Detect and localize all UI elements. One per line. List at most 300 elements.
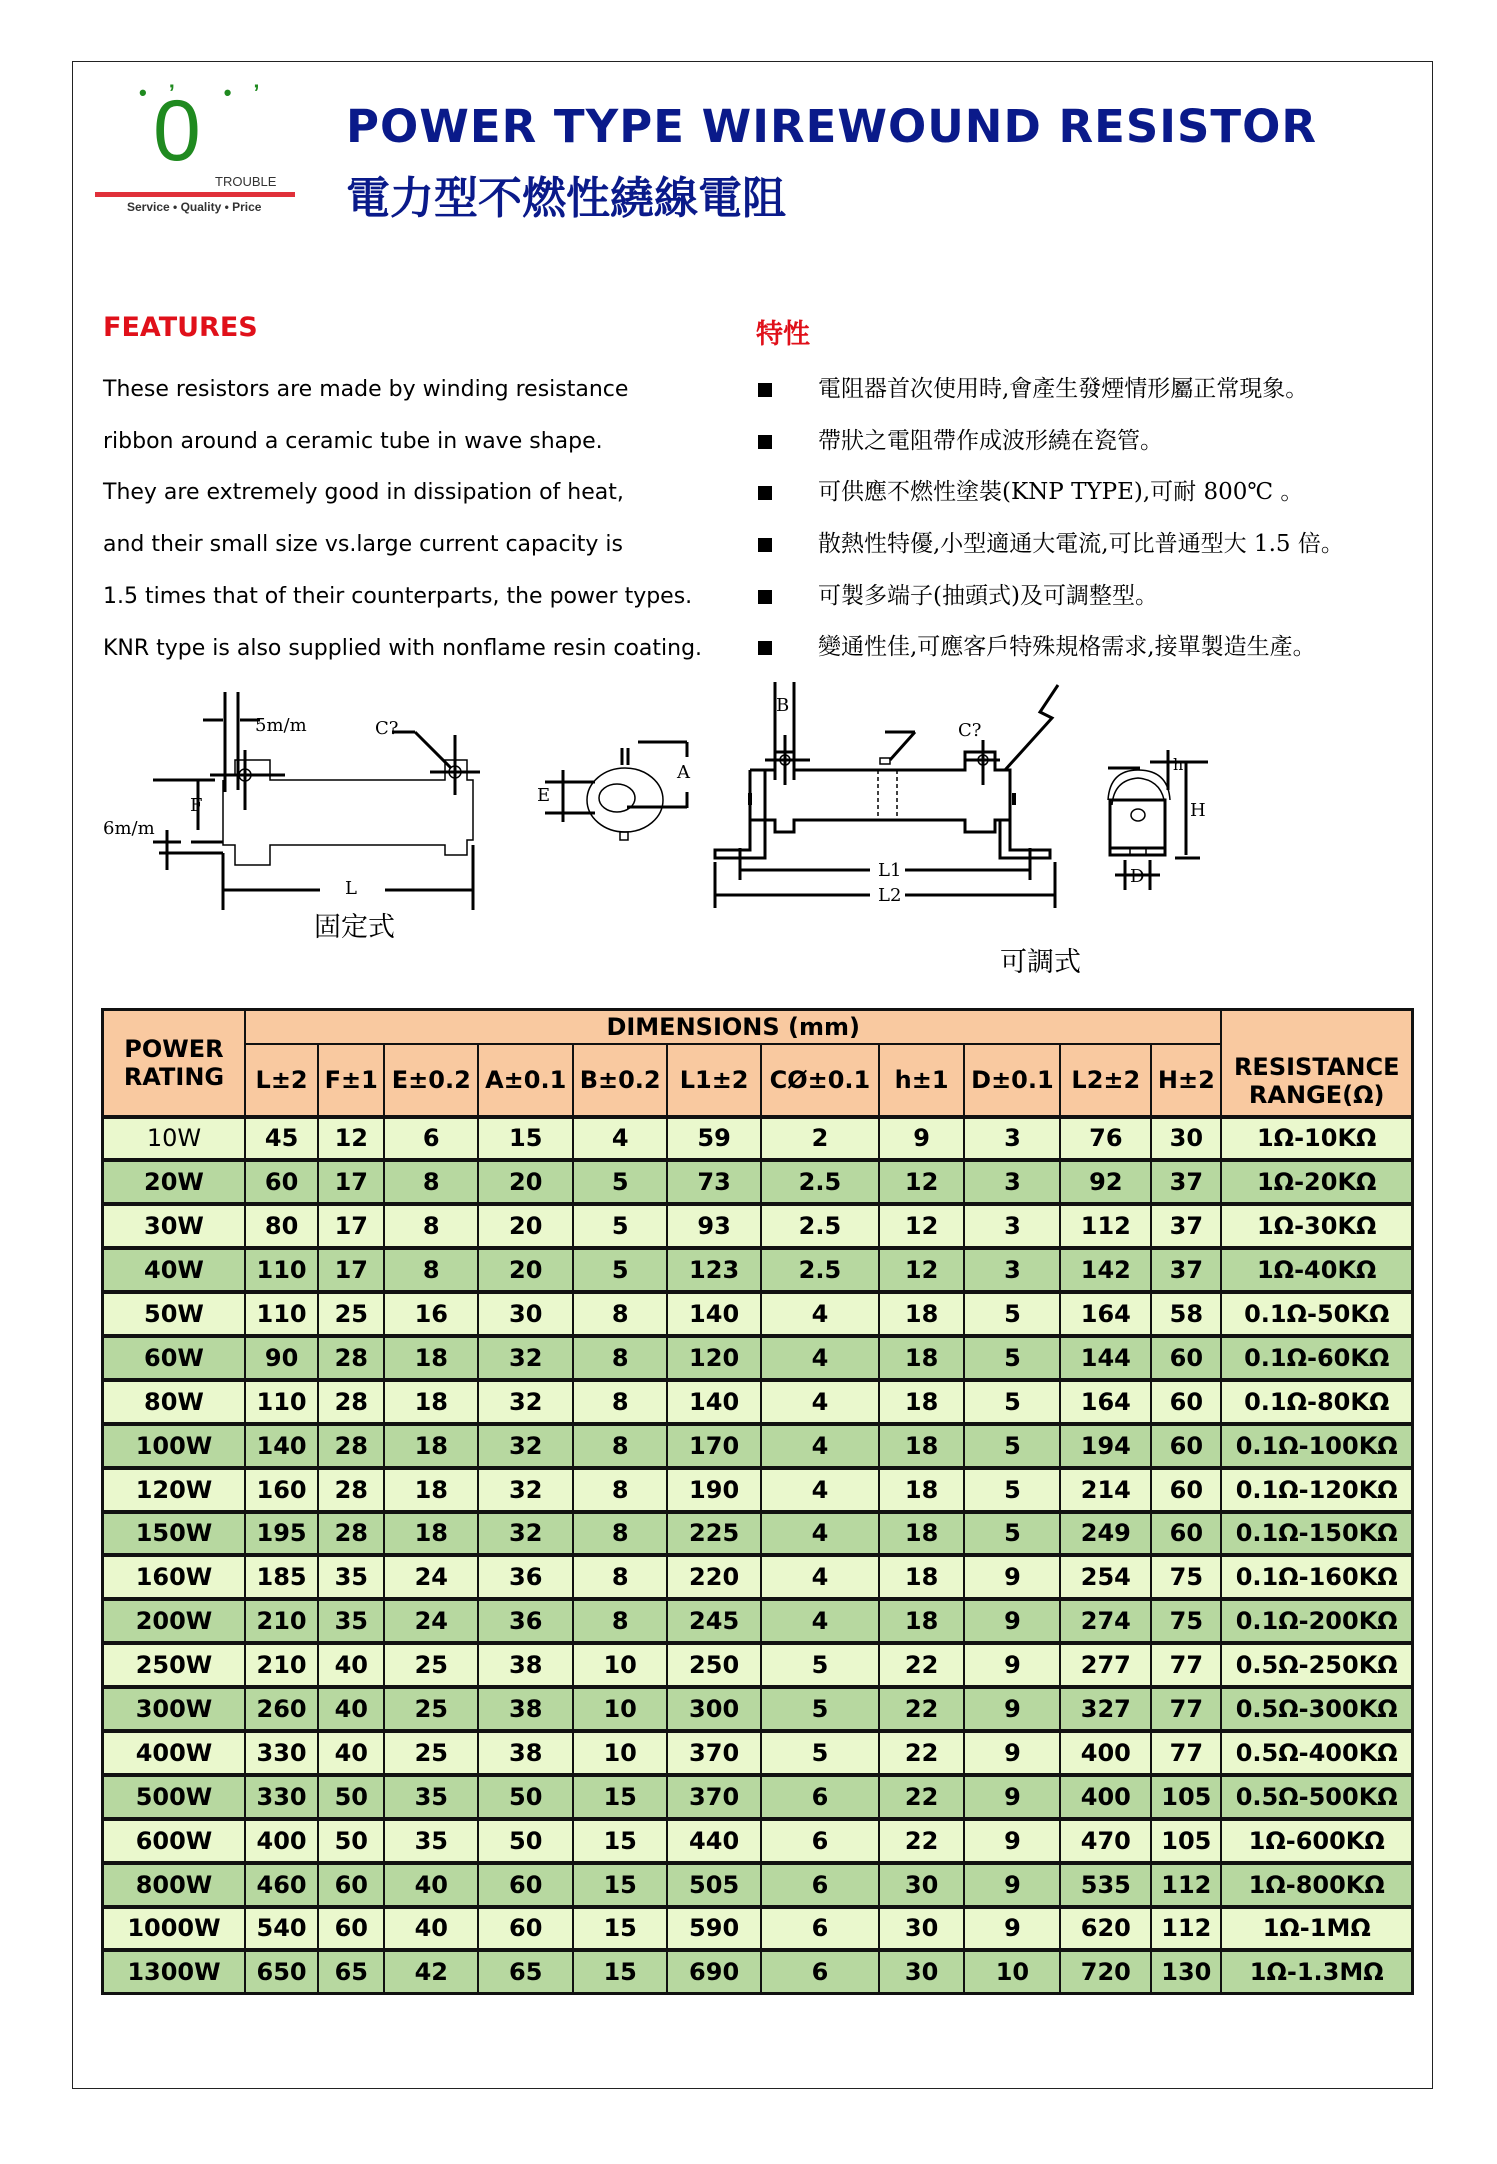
label-f: F <box>190 795 203 816</box>
power-rating-cell: 100W <box>103 1424 245 1468</box>
dimension-cell: 37 <box>1151 1248 1221 1292</box>
logo-mark: 0 <box>153 83 201 179</box>
dimension-cell: 60 <box>1151 1424 1221 1468</box>
dimension-cell: 9 <box>964 1819 1060 1863</box>
dimension-cell: 15 <box>573 1775 667 1819</box>
dimension-cell: 8 <box>384 1160 478 1204</box>
dimension-cell: 18 <box>879 1336 965 1380</box>
dimension-cell: 28 <box>318 1336 384 1380</box>
label-c: C? <box>958 720 982 741</box>
dimension-cell: 28 <box>318 1468 384 1512</box>
label-6mm: 6m/m <box>103 818 155 839</box>
dimension-cell: 17 <box>318 1248 384 1292</box>
dimension-cell: 90 <box>245 1336 318 1380</box>
feature-bullet-item: 電阻器首次使用時,會產生發煙情形屬正常現象。 <box>756 364 1344 416</box>
dimension-cell: 2 <box>761 1117 879 1161</box>
dimension-cell: 300 <box>667 1687 761 1731</box>
features-heading: FEATURES <box>103 312 258 343</box>
dimension-cell: 2.5 <box>761 1204 879 1248</box>
dimension-cell: 18 <box>879 1599 965 1643</box>
dimension-cell: 5 <box>761 1643 879 1687</box>
dimension-cell: 225 <box>667 1512 761 1556</box>
dimension-cell: 370 <box>667 1775 761 1819</box>
dimension-cell: 3 <box>964 1204 1060 1248</box>
dimension-cell: 28 <box>318 1380 384 1424</box>
dimension-cell: 8 <box>384 1204 478 1248</box>
dimension-cell: 2.5 <box>761 1160 879 1204</box>
table-row <box>103 1512 1413 1556</box>
dimension-cell: 22 <box>879 1731 965 1775</box>
dimension-cell: 38 <box>478 1731 573 1775</box>
column-header: D±0.1 <box>964 1044 1060 1117</box>
feature-bullet-item: 散熱性特優,小型適通大電流,可比普通型大 1.5 倍。 <box>756 519 1344 571</box>
square-bullet-icon <box>758 383 772 397</box>
dimension-cell: 8 <box>573 1599 667 1643</box>
dimension-cell: 50 <box>478 1775 573 1819</box>
dimension-cell: 22 <box>879 1819 965 1863</box>
dimension-cell: 4 <box>761 1424 879 1468</box>
feature-bullet-item: 可製多端子(抽頭式)及可調整型。 <box>756 571 1344 623</box>
resistance-range-cell: 1Ω-600KΩ <box>1221 1819 1412 1863</box>
dimension-cell: 30 <box>1151 1117 1221 1161</box>
dimension-cell: 16 <box>384 1292 478 1336</box>
dimension-cell: 73 <box>667 1160 761 1204</box>
feature-line: and their small size vs.large current capacity is <box>103 532 623 558</box>
dimension-cell: 105 <box>1151 1775 1221 1819</box>
dimension-cell: 10 <box>573 1687 667 1731</box>
table-row <box>103 1555 1413 1599</box>
dimension-cell: 130 <box>1151 1950 1221 1993</box>
dimension-cell: 60 <box>318 1863 384 1907</box>
dimension-cell: 254 <box>1060 1555 1151 1599</box>
dimension-cell: 720 <box>1060 1950 1151 1993</box>
resistance-range-cell: 0.1Ω-50KΩ <box>1221 1292 1412 1336</box>
resistance-range-cell: 1Ω-800KΩ <box>1221 1863 1412 1907</box>
dimension-cell: 5 <box>964 1512 1060 1556</box>
resistance-range-header: RESISTANCE RANGE(Ω) <box>1221 1010 1412 1117</box>
dimension-cell: 25 <box>384 1731 478 1775</box>
dimension-cell: 36 <box>478 1555 573 1599</box>
label-c: C? <box>375 718 399 739</box>
dimension-cell: 8 <box>573 1380 667 1424</box>
table-row <box>103 1819 1413 1863</box>
dimension-cell: 3 <box>964 1117 1060 1161</box>
dimension-cell: 12 <box>879 1204 965 1248</box>
dimension-cell: 110 <box>245 1380 318 1424</box>
table-row <box>103 1643 1413 1687</box>
dimension-cell: 24 <box>384 1599 478 1643</box>
resistance-range-cell: 0.5Ω-250KΩ <box>1221 1643 1412 1687</box>
dimension-cell: 8 <box>573 1555 667 1599</box>
dimension-cell: 620 <box>1060 1907 1151 1951</box>
dimension-cell: 164 <box>1060 1380 1151 1424</box>
dimension-cell: 40 <box>384 1907 478 1951</box>
dimension-cell: 38 <box>478 1687 573 1731</box>
power-rating-cell: 120W <box>103 1468 245 1512</box>
dimension-cell: 60 <box>318 1907 384 1951</box>
dimension-cell: 93 <box>667 1204 761 1248</box>
adjustable-type-diagram <box>710 670 1420 920</box>
dimension-cell: 210 <box>245 1599 318 1643</box>
dimension-cell: 9 <box>964 1907 1060 1951</box>
dimension-cell: 142 <box>1060 1248 1151 1292</box>
dimension-cell: 17 <box>318 1160 384 1204</box>
dimension-cell: 535 <box>1060 1863 1151 1907</box>
adjustable-resistor-drawing <box>710 670 1420 920</box>
power-rating-cell: 150W <box>103 1512 245 1556</box>
dimension-cell: 40 <box>318 1687 384 1731</box>
fixed-type-diagram <box>95 680 715 910</box>
dimension-cell: 18 <box>384 1380 478 1424</box>
column-header: B±0.2 <box>573 1044 667 1117</box>
dimension-cell: 220 <box>667 1555 761 1599</box>
dimension-cell: 18 <box>879 1380 965 1424</box>
dimension-cell: 190 <box>667 1468 761 1512</box>
dimension-cell: 77 <box>1151 1643 1221 1687</box>
dimension-cell: 40 <box>318 1643 384 1687</box>
dimension-cell: 60 <box>478 1863 573 1907</box>
dimension-cell: 6 <box>761 1907 879 1951</box>
dimension-cell: 5 <box>573 1160 667 1204</box>
dimension-cell: 6 <box>761 1863 879 1907</box>
label-h-small: h <box>1173 755 1184 774</box>
dimension-cell: 6 <box>761 1775 879 1819</box>
dimension-cell: 260 <box>245 1687 318 1731</box>
resistance-range-cell: 0.1Ω-80KΩ <box>1221 1380 1412 1424</box>
dimension-cell: 540 <box>245 1907 318 1951</box>
dimension-cell: 6 <box>761 1819 879 1863</box>
resistance-range-cell: 0.1Ω-200KΩ <box>1221 1599 1412 1643</box>
dimension-cell: 59 <box>667 1117 761 1161</box>
dimension-cell: 370 <box>667 1731 761 1775</box>
dimension-cell: 8 <box>573 1336 667 1380</box>
dimension-cell: 5 <box>761 1687 879 1731</box>
dimension-cell: 4 <box>761 1336 879 1380</box>
dimension-cell: 35 <box>384 1775 478 1819</box>
power-rating-cell: 60W <box>103 1336 245 1380</box>
label-e: E <box>537 785 551 806</box>
dimension-cell: 58 <box>1151 1292 1221 1336</box>
resistance-range-cell: 1Ω-10KΩ <box>1221 1117 1412 1161</box>
table-row <box>103 1292 1413 1336</box>
dimension-cell: 5 <box>573 1248 667 1292</box>
label-5mm: 5m/m <box>255 715 307 736</box>
column-header: L2±2 <box>1060 1044 1151 1117</box>
table-row <box>103 1863 1413 1907</box>
dimension-cell: 170 <box>667 1424 761 1468</box>
label-h-big: H <box>1190 800 1206 821</box>
dimension-cell: 123 <box>667 1248 761 1292</box>
dimension-cell: 3 <box>964 1248 1060 1292</box>
dimension-cell: 5 <box>964 1292 1060 1336</box>
dimension-cell: 460 <box>245 1863 318 1907</box>
power-rating-cell: 250W <box>103 1643 245 1687</box>
dimension-cell: 60 <box>1151 1380 1221 1424</box>
dimension-cell: 12 <box>879 1160 965 1204</box>
feature-line: ribbon around a ceramic tube in wave shape. <box>103 428 603 454</box>
dimension-cell: 120 <box>667 1336 761 1380</box>
feature-bullet-item: 變通性佳,可應客戶特殊規格需求,接單製造生產。 <box>756 622 1344 674</box>
dimension-cell: 9 <box>964 1775 1060 1819</box>
dimension-cell: 18 <box>384 1336 478 1380</box>
power-rating-header: POWER RATING <box>103 1010 245 1117</box>
features-text-english <box>103 364 702 674</box>
dimension-cell: 6 <box>384 1117 478 1161</box>
dimension-cell: 77 <box>1151 1731 1221 1775</box>
dimension-cell: 8 <box>573 1424 667 1468</box>
table-row <box>103 1468 1413 1512</box>
dimension-cell: 112 <box>1151 1863 1221 1907</box>
dimension-cell: 140 <box>667 1380 761 1424</box>
dimension-cell: 5 <box>964 1424 1060 1468</box>
logo-bar <box>95 192 295 197</box>
dimension-cell: 140 <box>667 1292 761 1336</box>
dimension-cell: 400 <box>245 1819 318 1863</box>
feature-line: KNR type is also supplied with nonflame resin coating. <box>103 635 703 661</box>
dimension-cell: 20 <box>478 1204 573 1248</box>
dimension-cell: 4 <box>761 1599 879 1643</box>
power-rating-cell: 50W <box>103 1292 245 1336</box>
dimension-cell: 25 <box>318 1292 384 1336</box>
dimension-cell: 9 <box>879 1117 965 1161</box>
dimension-cell: 25 <box>384 1643 478 1687</box>
dimension-cell: 650 <box>245 1950 318 1993</box>
features-list-chinese <box>756 364 1344 674</box>
dimension-cell: 18 <box>879 1512 965 1556</box>
dimension-cell: 20 <box>478 1160 573 1204</box>
table-row <box>103 1424 1413 1468</box>
dimension-cell: 25 <box>384 1687 478 1731</box>
resistance-range-cell: 0.1Ω-160KΩ <box>1221 1555 1412 1599</box>
table-row <box>103 1687 1413 1731</box>
resistance-range-cell: 0.5Ω-400KΩ <box>1221 1731 1412 1775</box>
dimension-cell: 18 <box>384 1468 478 1512</box>
features-heading-chinese: 特性 <box>756 319 810 350</box>
dimension-cell: 245 <box>667 1599 761 1643</box>
dimension-cell: 42 <box>384 1950 478 1993</box>
dimension-cell: 214 <box>1060 1468 1151 1512</box>
dimension-cell: 9 <box>964 1599 1060 1643</box>
dimension-cell: 18 <box>384 1512 478 1556</box>
dimension-cell: 50 <box>318 1819 384 1863</box>
dimension-cell: 4 <box>761 1512 879 1556</box>
dimension-cell: 40 <box>384 1863 478 1907</box>
dimension-cell: 15 <box>573 1819 667 1863</box>
dimension-cell: 75 <box>1151 1599 1221 1643</box>
dimension-cell: 5 <box>964 1468 1060 1512</box>
label-b: B <box>776 695 790 716</box>
dimension-cell: 690 <box>667 1950 761 1993</box>
dimension-cell: 4 <box>573 1117 667 1161</box>
square-bullet-icon <box>758 435 772 449</box>
column-header: E±0.2 <box>384 1044 478 1117</box>
dimension-cell: 60 <box>245 1160 318 1204</box>
dimension-cell: 50 <box>318 1775 384 1819</box>
square-bullet-icon <box>758 486 772 500</box>
dimension-cell: 3 <box>964 1160 1060 1204</box>
dimension-cell: 9 <box>964 1863 1060 1907</box>
bracket-marker-left <box>748 793 752 805</box>
dimension-cell: 18 <box>879 1555 965 1599</box>
dimension-cell: 330 <box>245 1775 318 1819</box>
dimension-cell: 18 <box>879 1292 965 1336</box>
dimension-cell: 28 <box>318 1424 384 1468</box>
resistance-range-cell: 0.5Ω-500KΩ <box>1221 1775 1412 1819</box>
dimension-cell: 12 <box>318 1117 384 1161</box>
dimension-cell: 38 <box>478 1643 573 1687</box>
square-bullet-icon <box>758 641 772 655</box>
dimension-cell: 4 <box>761 1555 879 1599</box>
dimension-cell: 36 <box>478 1599 573 1643</box>
label-l: L <box>345 878 357 899</box>
dimension-cell: 17 <box>318 1204 384 1248</box>
dimension-cell: 75 <box>1151 1555 1221 1599</box>
table-row <box>103 1160 1413 1204</box>
dimension-cell: 15 <box>573 1907 667 1951</box>
power-rating-cell: 600W <box>103 1819 245 1863</box>
logo-tagline: Service • Quality • Price <box>127 200 262 214</box>
dimension-cell: 274 <box>1060 1599 1151 1643</box>
dimension-cell: 24 <box>384 1555 478 1599</box>
column-header: h±1 <box>879 1044 965 1117</box>
dimension-cell: 18 <box>879 1468 965 1512</box>
dimension-cell: 10 <box>573 1643 667 1687</box>
table-row <box>103 1907 1413 1951</box>
feature-bullet-item: 可供應不燃性塗裝(KNP TYPE),可耐 800℃ 。 <box>756 467 1344 519</box>
dimension-cell: 110 <box>245 1292 318 1336</box>
logo-brand: TROUBLE <box>215 174 277 189</box>
dimension-cell: 76 <box>1060 1117 1151 1161</box>
dimension-cell: 185 <box>245 1555 318 1599</box>
resistance-range-cell: 1Ω-40KΩ <box>1221 1248 1412 1292</box>
power-rating-cell: 30W <box>103 1204 245 1248</box>
bracket-marker-right <box>1012 793 1016 805</box>
dimension-cell: 92 <box>1060 1160 1151 1204</box>
dimension-cell: 110 <box>245 1248 318 1292</box>
label-a: A <box>677 762 690 783</box>
dimension-cell: 60 <box>478 1907 573 1951</box>
dimension-cell: 590 <box>667 1907 761 1951</box>
dimension-cell: 30 <box>879 1863 965 1907</box>
dimension-cell: 32 <box>478 1336 573 1380</box>
dimension-cell: 5 <box>964 1336 1060 1380</box>
square-bullet-icon <box>758 590 772 604</box>
resistance-range-cell: 1Ω-1MΩ <box>1221 1907 1412 1951</box>
power-rating-cell: 160W <box>103 1555 245 1599</box>
dimension-cell: 60 <box>1151 1512 1221 1556</box>
power-rating-cell: 500W <box>103 1775 245 1819</box>
dimension-cell: 60 <box>1151 1336 1221 1380</box>
power-rating-cell: 800W <box>103 1863 245 1907</box>
dimension-cell: 28 <box>318 1512 384 1556</box>
dimension-cell: 22 <box>879 1687 965 1731</box>
dimension-cell: 32 <box>478 1424 573 1468</box>
dimension-cell: 9 <box>964 1555 1060 1599</box>
dimension-cell: 30 <box>879 1907 965 1951</box>
dimension-cell: 10 <box>573 1731 667 1775</box>
feature-bullet-item: 帶狀之電阻帶作成波形繞在瓷管。 <box>756 416 1344 468</box>
page-title-chinese: 電力型不燃性繞線電阻 <box>346 173 786 224</box>
dimension-cell: 60 <box>1151 1468 1221 1512</box>
dimension-cell: 65 <box>318 1950 384 1993</box>
specifications-table <box>101 1008 1414 1995</box>
dimension-cell: 22 <box>879 1643 965 1687</box>
resistance-range-cell: 1Ω-20KΩ <box>1221 1160 1412 1204</box>
column-header: H±2 <box>1151 1044 1221 1117</box>
resistance-range-cell: 0.1Ω-150KΩ <box>1221 1512 1412 1556</box>
dimension-cell: 164 <box>1060 1292 1151 1336</box>
dimension-cell: 80 <box>245 1204 318 1248</box>
logo-dots: •’ •’ <box>139 80 282 105</box>
adjustable-type-caption: 可調式 <box>1000 947 1081 978</box>
power-rating-cell: 400W <box>103 1731 245 1775</box>
dimension-cell: 140 <box>245 1424 318 1468</box>
dimension-cell: 30 <box>478 1292 573 1336</box>
power-rating-cell: 10W <box>103 1117 245 1161</box>
dimension-cell: 327 <box>1060 1687 1151 1731</box>
column-header: L±2 <box>245 1044 318 1117</box>
dimension-cell: 20 <box>478 1248 573 1292</box>
dimension-cell: 105 <box>1151 1819 1221 1863</box>
dimension-cell: 18 <box>384 1424 478 1468</box>
dimension-cell: 9 <box>964 1687 1060 1731</box>
dimension-cell: 112 <box>1060 1204 1151 1248</box>
dimension-cell: 37 <box>1151 1204 1221 1248</box>
column-header: F±1 <box>318 1044 384 1117</box>
dimension-cell: 210 <box>245 1643 318 1687</box>
dimension-cell: 8 <box>573 1512 667 1556</box>
column-header: A±0.1 <box>478 1044 573 1117</box>
dimension-cell: 8 <box>573 1468 667 1512</box>
table-row <box>103 1775 1413 1819</box>
dimension-cell: 249 <box>1060 1512 1151 1556</box>
dimension-cell: 35 <box>318 1599 384 1643</box>
dimension-cell: 37 <box>1151 1160 1221 1204</box>
dimension-cell: 5 <box>964 1380 1060 1424</box>
feature-line: 1.5 times that of their counterparts, the power types. <box>103 583 693 609</box>
resistance-range-cell: 0.1Ω-60KΩ <box>1221 1336 1412 1380</box>
dimension-cell: 4 <box>761 1380 879 1424</box>
dimension-cell: 45 <box>245 1117 318 1161</box>
dimension-cell: 22 <box>879 1775 965 1819</box>
dimension-cell: 15 <box>573 1950 667 1993</box>
dimension-cell: 9 <box>964 1731 1060 1775</box>
feature-line: They are extremely good in dissipation of heat, <box>103 480 624 506</box>
dimension-cell: 400 <box>1060 1775 1151 1819</box>
table-row <box>103 1950 1413 1993</box>
dimension-cell: 4 <box>761 1468 879 1512</box>
dimension-cell: 250 <box>667 1643 761 1687</box>
dimension-cell: 4 <box>761 1292 879 1336</box>
company-logo <box>95 80 305 218</box>
table-row <box>103 1731 1413 1775</box>
table-row <box>103 1336 1413 1380</box>
dimension-cell: 160 <box>245 1468 318 1512</box>
dimension-cell: 470 <box>1060 1819 1151 1863</box>
column-header: L1±2 <box>667 1044 761 1117</box>
dimension-cell: 65 <box>478 1950 573 1993</box>
dimension-cell: 8 <box>384 1248 478 1292</box>
feature-line: These resistors are made by winding resistance <box>103 377 629 402</box>
power-rating-cell: 80W <box>103 1380 245 1424</box>
dimension-cell: 30 <box>879 1950 965 1993</box>
dimension-cell: 277 <box>1060 1643 1151 1687</box>
fixed-type-caption: 固定式 <box>314 912 395 943</box>
dimension-cell: 40 <box>318 1731 384 1775</box>
power-rating-cell: 1000W <box>103 1907 245 1951</box>
resistance-range-cell: 1Ω-30KΩ <box>1221 1204 1412 1248</box>
dimension-cell: 144 <box>1060 1336 1151 1380</box>
